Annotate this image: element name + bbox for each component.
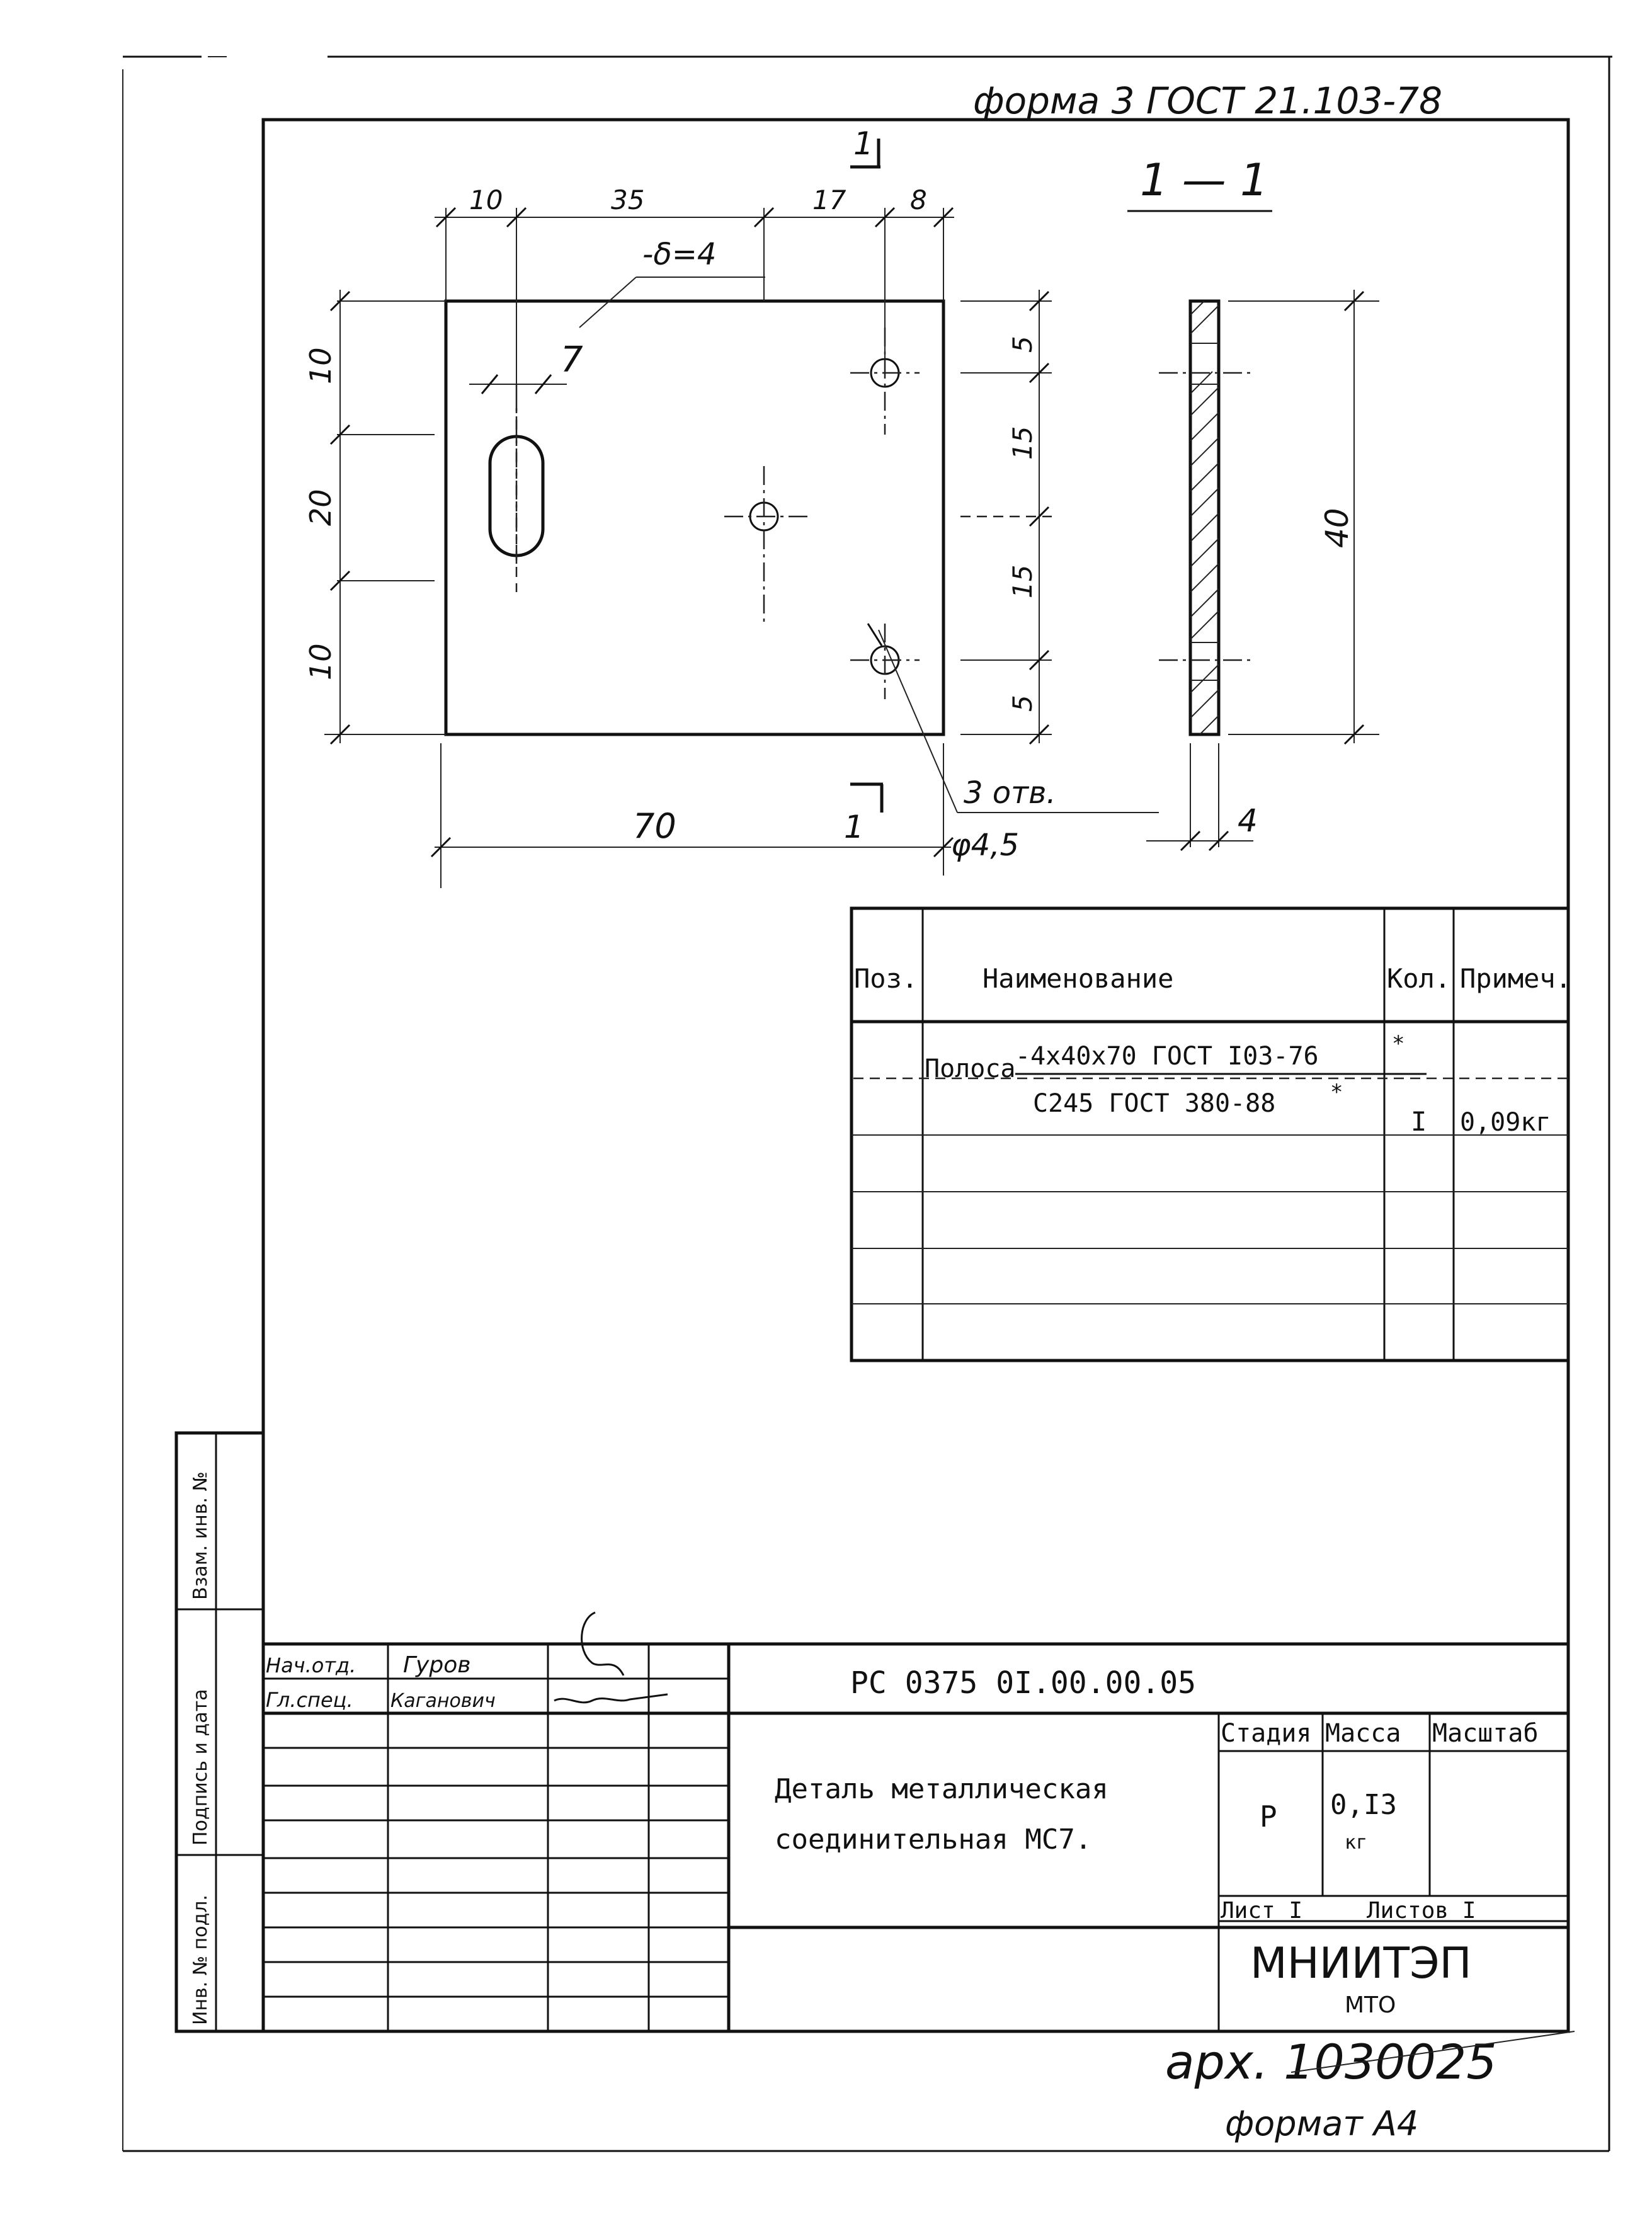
- mass-unit: кг: [1345, 1832, 1368, 1854]
- side-stamp: [176, 1433, 263, 2031]
- svg-text:10: 10: [304, 347, 338, 384]
- svg-text:15: 15: [1007, 426, 1038, 460]
- spec-row-qty: I: [1411, 1106, 1427, 1137]
- role-chief: Гл.спец.: [266, 1688, 353, 1712]
- title-block: [263, 1612, 1568, 2031]
- svg-text:1 — 1: 1 — 1: [1140, 154, 1268, 206]
- spec-row-name-top: -4х40х70 ГОСТ I03-76: [1015, 1042, 1319, 1071]
- top-dimensions: [435, 185, 954, 403]
- form-label: форма 3 ГОСТ 21.103-78: [973, 79, 1442, 122]
- spec-header-pos: Поз.: [854, 963, 918, 994]
- svg-text:-δ=4: -δ=4: [642, 237, 717, 272]
- spec-row-prefix: Полоса: [925, 1054, 1016, 1083]
- col-stage: Стадия: [1221, 1719, 1312, 1748]
- name-chief: Каганович: [390, 1690, 496, 1712]
- svg-text:17: 17: [812, 185, 846, 215]
- svg-text:15: 15: [1007, 564, 1038, 598]
- section-marks: [844, 125, 883, 845]
- svg-text:1: 1: [853, 125, 874, 162]
- title-line1: Деталь металлическая: [775, 1773, 1108, 1805]
- org-name: МНИИТЭП: [1250, 1939, 1472, 1989]
- svg-text:3 отв.: 3 отв.: [964, 775, 1056, 811]
- svg-text:4: 4: [1238, 802, 1258, 839]
- svg-text:5: 5: [1007, 336, 1038, 353]
- svg-text:Взам. инв. №: Взам. инв. №: [190, 1471, 212, 1600]
- svg-text:70: 70: [633, 806, 676, 846]
- org-dept: МТО: [1345, 1992, 1396, 2018]
- role-head: Нач.отд.: [266, 1653, 356, 1677]
- spec-row-name-bottom: C245 ГОСТ 380-88: [1033, 1089, 1276, 1118]
- right-dimensions: [960, 290, 1052, 744]
- name-head: Гуров: [403, 1652, 471, 1678]
- spec-header-name: Наименование: [983, 963, 1174, 994]
- spec-row-note: 0,09кг: [1460, 1108, 1551, 1137]
- spec-table: [852, 908, 1571, 1361]
- svg-text:*: *: [1330, 1080, 1343, 1105]
- mass-value: 0,I3: [1330, 1789, 1397, 1821]
- doc-code: РС 0375 0I.00.00.05: [850, 1665, 1197, 1701]
- col-mass: Масса: [1325, 1719, 1401, 1748]
- section-view: [1127, 154, 1379, 850]
- svg-text:7: 7: [561, 340, 583, 380]
- archive-number: арх. 1030025: [1165, 2034, 1497, 2090]
- svg-text:*: *: [1392, 1031, 1405, 1056]
- svg-text:φ4,5: φ4,5: [951, 828, 1019, 863]
- svg-text:10: 10: [469, 185, 503, 215]
- spec-header-note: Примеч.: [1460, 963, 1572, 994]
- svg-text:1: 1: [844, 809, 864, 845]
- col-scale: Масштаб: [1432, 1719, 1539, 1748]
- svg-text:Подпись и дата: Подпись и дата: [190, 1689, 212, 1846]
- plate-view: [446, 301, 943, 734]
- left-dimensions: [304, 290, 446, 744]
- sheet-format: формат А4: [1225, 2104, 1419, 2143]
- spec-header-qty: Кол.: [1387, 963, 1451, 994]
- svg-text:20: 20: [304, 489, 338, 526]
- section-hatching: [1190, 301, 1219, 734]
- slot-width-dimension: [469, 340, 583, 394]
- svg-text:5: 5: [1007, 695, 1038, 712]
- thickness-callout: [579, 237, 765, 328]
- svg-text:10: 10: [304, 643, 338, 680]
- svg-text:Инв. № подл.: Инв. № подл.: [190, 1895, 212, 2025]
- sheet-number: Лист I: [1221, 1898, 1303, 1924]
- svg-text:40: 40: [1319, 508, 1355, 548]
- bottom-dimension: [431, 743, 953, 888]
- svg-text:35: 35: [611, 185, 645, 215]
- stage-value: Р: [1260, 1800, 1277, 1834]
- title-line2: соединительная МС7.: [775, 1823, 1092, 1856]
- svg-text:8: 8: [910, 185, 927, 215]
- sheets-total: Листов I: [1367, 1898, 1476, 1924]
- signatures: [554, 1612, 668, 1703]
